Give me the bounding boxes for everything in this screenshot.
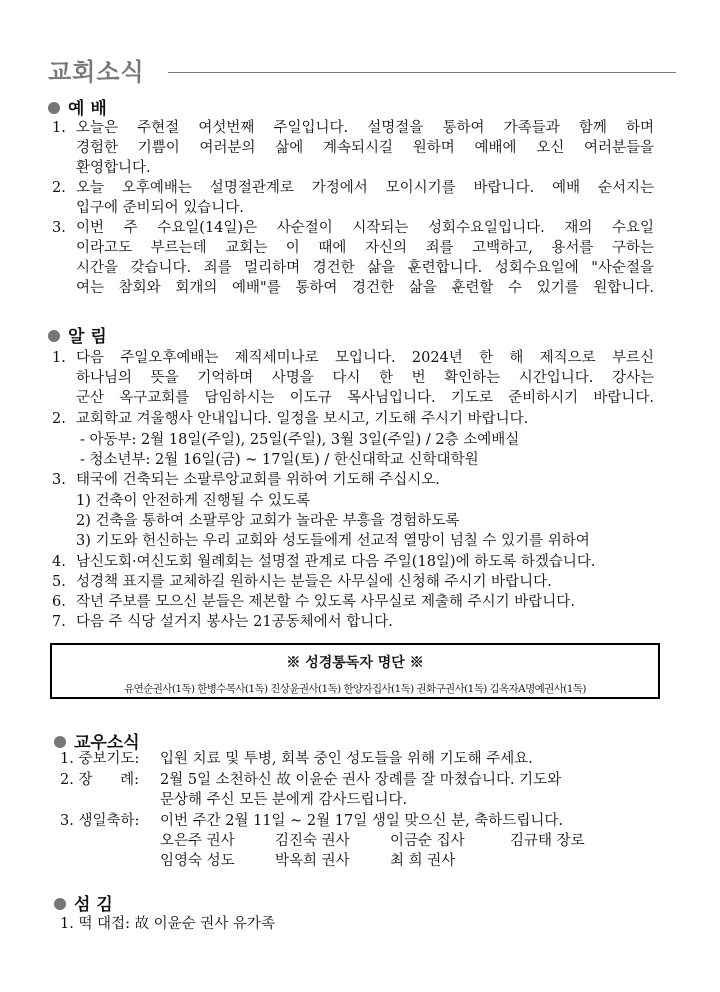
section-title: 예 배 [68,99,107,119]
notice-item-5-num: 5. [52,574,66,590]
notice-item-2-sub-1: - 아동부: 2월 18일(주일), 25일(주일), 3월 3일(주일) / 2층 소예배실 [80,432,520,448]
bullet-icon [54,898,66,910]
birthday-name-4: 김규태 장로 [510,833,585,849]
worship-item-3-line-3: 시간을 갖습니다. 죄를 멀리하며 경건한 삶을 훈련합니다. 성회수요일에 "사순절을 [76,260,654,276]
worship-item-1-line-1: 오늘은 주현절 여섯번째 주일입니다. 설명절을 통하여 가족들과 함께 하며 [76,120,654,136]
birthday-name-2: 김진숙 권사 [275,833,350,849]
notice-item-3-text: 태국에 건축되는 소팔루앙교회를 위하여 기도해 주십시오. [76,472,440,488]
prayer-text: 입원 치료 및 투병, 회복 중인 성도들을 위해 기도해 주세요. [160,751,533,767]
bible-reading-box [50,643,660,699]
funeral-label: 2. 장 례: [60,772,139,788]
birthday-name-3: 이금순 집사 [390,833,465,849]
birthday-text: 이번 주간 2월 11일 ~ 2월 17일 생일 맞으신 분, 축하드립니다. [160,813,563,829]
worship-item-1-num: 1. [52,120,66,136]
funeral-line-1: 2월 5일 소천하신 故 이윤순 권사 장례를 잘 마쳤습니다. 기도와 [160,772,562,788]
page-title: 교회소식 [48,57,145,86]
worship-item-3-line-1: 이번 주 수요일(14일)은 사순절이 시작되는 성회수요일입니다. 재의 수요일 [76,220,654,236]
funeral-line-2: 문상해 주신 모든 분에게 감사드립니다. [160,792,408,808]
bullet-icon [54,736,66,748]
worship-item-3-num: 3. [52,220,66,236]
birthday-name-7: 최 희 권사 [390,853,456,869]
prayer-label: 1. 중보기도: [60,751,140,767]
bible-reading-title: ※ 성경통독자 명단 ※ [286,655,424,671]
notice-item-5-text: 성경책 표지를 교체하길 원하시는 분들은 사무실에 신청해 주시기 바랍니다. [76,574,552,590]
notice-item-4-num: 4. [52,554,66,570]
worship-item-2-line-2: 입구에 준비되어 있습니다. [76,200,244,216]
worship-item-2-num: 2. [52,180,66,196]
bible-reading-names: 유연순권사(1독) 한병수목사(1독) 진상윤권사(1독) 한양자집사(1독) 권화구권사(1독) 김옥자A명예권사(1독) [124,683,586,695]
church-news-header [48,52,676,86]
notice-item-2-num: 2. [52,411,66,427]
bullet-icon [48,102,60,114]
notice-item-7-num: 7. [52,614,66,630]
notice-item-2-sub-2: - 청소년부: 2월 16일(금) ~ 17일(토) / 한신대학교 신학대학원 [80,452,479,468]
section-worship-heading [48,94,107,119]
section-service-heading [54,890,113,915]
notice-item-2-text: 교회학교 겨울행사 안내입니다. 일정을 보시고, 기도해 주시기 바랍니다. [76,411,529,427]
notice-item-1-num: 1. [52,350,66,366]
notice-item-3-sub-1: 1) 건축이 안전하게 진행될 수 있도록 [76,493,311,509]
notice-item-4-text: 남신도회·여신도회 월례회는 설명절 관계로 다음 주일(18일)에 하도록 하겠습니다. [76,554,596,570]
birthday-label: 3. 생일축하: [60,813,140,829]
notice-item-1-line-3: 군산 옥구교회를 담임하시는 이도규 목사님입니다. 기도로 준비하시기 바랍니다. [76,390,654,406]
worship-item-1-line-3: 환영합니다. [76,160,151,176]
worship-item-2-line-1: 오늘 오후예배는 설명절관계로 가정에서 모이시기를 바랍니다. 예배 순서지는 [76,180,654,196]
section-title: 알 림 [68,327,107,347]
header-divider [168,72,676,73]
notice-item-1-line-2: 하나님의 뜻을 기억하며 사명을 다시 한 번 확인하는 시간입니다. 강사는 [76,370,654,386]
birthday-name-6: 박옥희 권사 [275,853,350,869]
notice-item-3-num: 3. [52,472,66,488]
section-title: 교우소식 [74,733,140,753]
birthday-name-5: 임영숙 성도 [160,853,235,869]
worship-item-3-line-2: 이라고도 부르는데 교회는 이 때에 자신의 죄를 고백하고, 용서를 구하는 [76,240,654,256]
bullet-icon [48,330,60,342]
worship-item-3-line-4: 여는 참회와 회개의 예배"를 통하여 경건한 삶을 훈련할 수 있기를 원합니다. [76,280,654,296]
worship-item-1-line-2: 경험한 기쁨이 여러분의 삶에 계속되시길 원하며 예배에 오신 여러분들을 [76,140,654,156]
service-item-1: 1. 떡 대접: 故 이윤순 권사 유가족 [60,916,275,932]
notice-item-3-sub-3: 3) 기도와 헌신하는 우리 교회와 성도들에게 선교적 열망이 넘칠 수 있기를 위하여 [76,533,590,549]
notice-item-6-text: 작년 주보를 모으신 분들은 제본할 수 있도록 사무실로 제출해 주시기 바랍니다. [76,594,575,610]
section-title: 섬 김 [74,895,113,915]
birthday-name-1: 오은주 권사 [160,833,235,849]
section-notice-heading [48,322,107,347]
notice-item-3-sub-2: 2) 건축을 통하여 소팔루앙 교회가 놀라운 부흥을 경험하도록 [76,513,460,529]
notice-item-6-num: 6. [52,594,66,610]
notice-item-1-line-1: 다음 주일오후예배는 제직세미나로 모입니다. 2024년 한 해 제직으로 부르신 [76,350,654,366]
notice-item-7-text: 다음 주 식당 설거지 봉사는 21공동체에서 합니다. [76,614,393,630]
